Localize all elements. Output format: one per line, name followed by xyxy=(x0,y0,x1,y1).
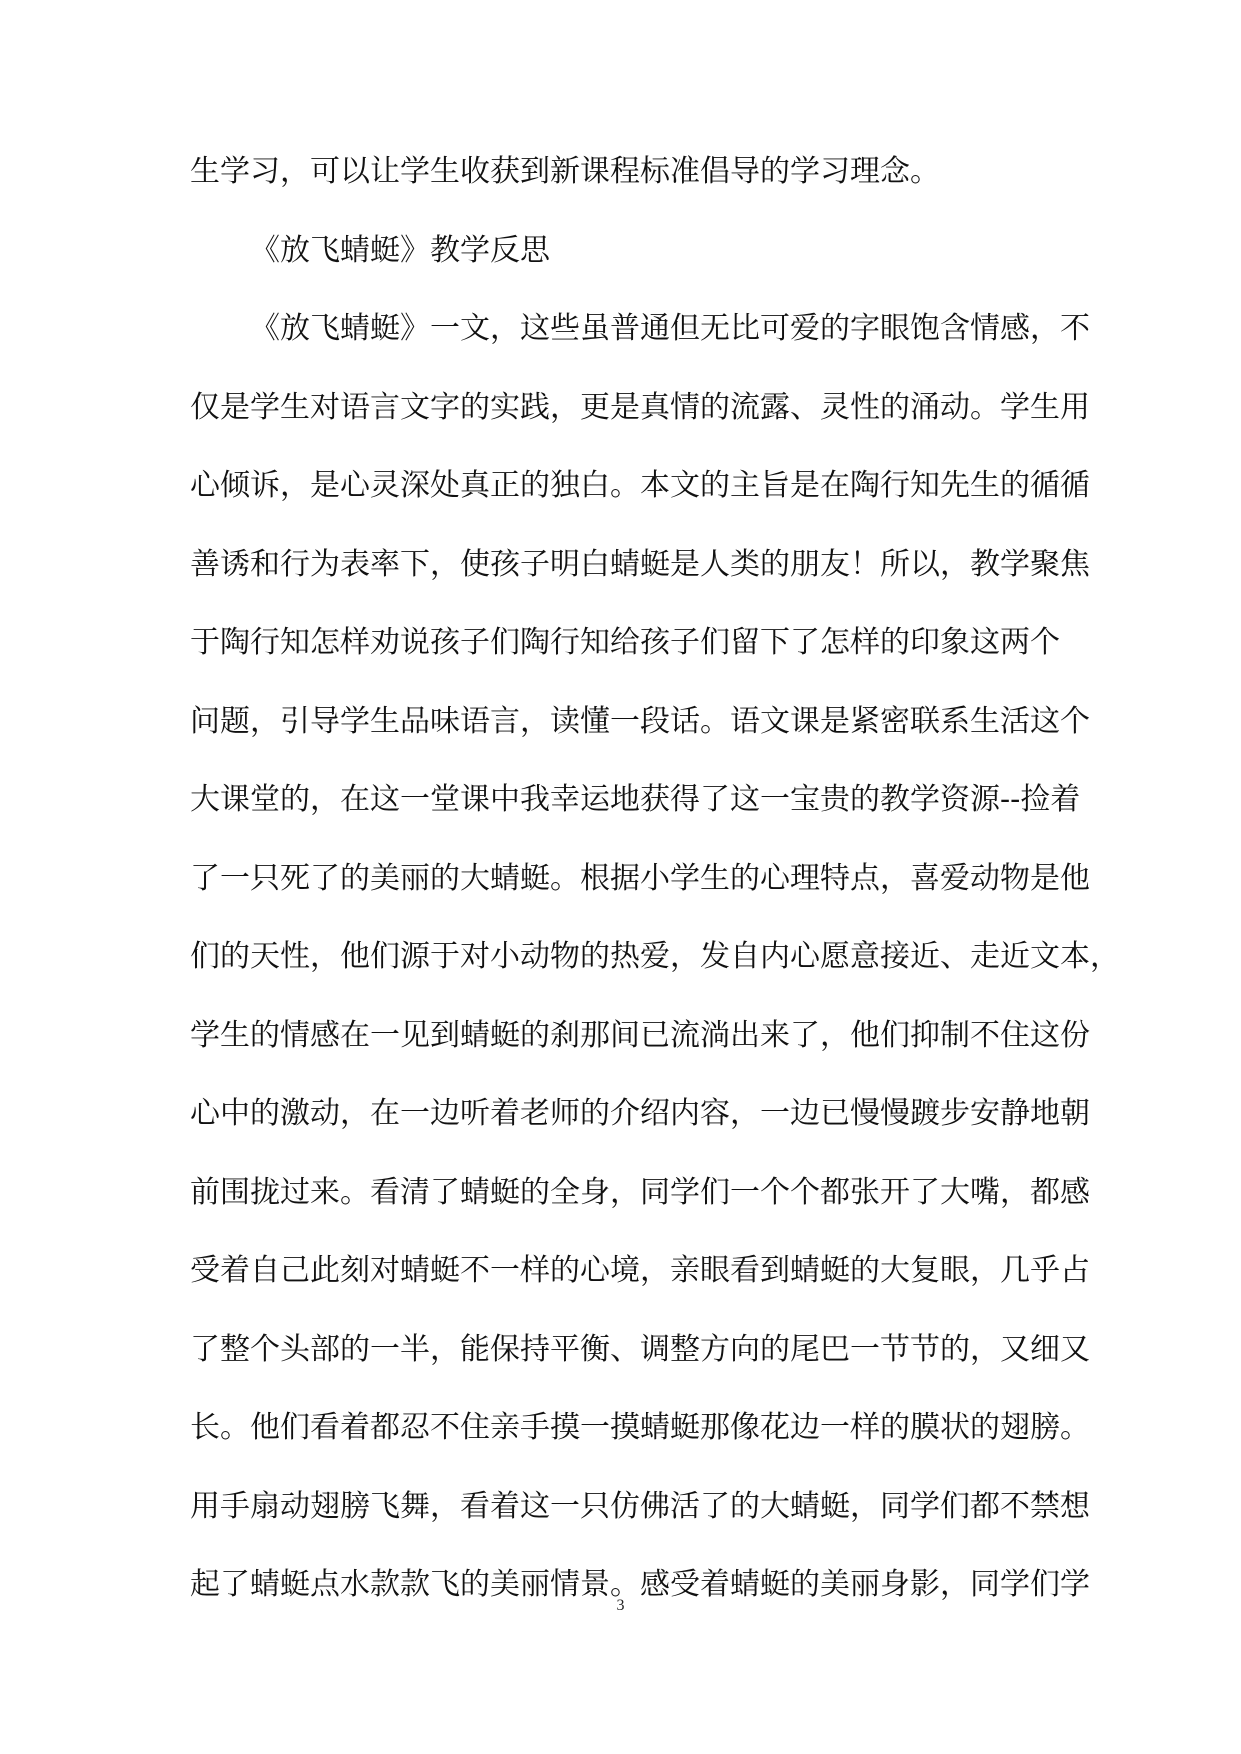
paragraph-line: 了整个头部的一半，能保持平衡、调整方向的尾巴一节节的，又细又 xyxy=(190,1332,1090,1367)
paragraph-line: 仅是学生对语言文字的实践，更是真情的流露、灵性的涌动。学生用 xyxy=(190,390,1090,425)
paragraph-line: 受着自己此刻对蜻蜓不一样的心境，亲眼看到蜻蜓的大复眼，几乎占 xyxy=(190,1253,1090,1288)
paragraph-line: 善诱和行为表率下，使孩子明白蜻蜓是人类的朋友！所以，教学聚焦 xyxy=(190,547,1090,582)
paragraph-line: 起了蜻蜓点水款款飞的美丽情景。感受着蜻蜓的美丽身影，同学们学 xyxy=(190,1567,1090,1602)
paragraph-line: 大课堂的，在这一堂课中我幸运地获得了这一宝贵的教学资源--捡着 xyxy=(190,782,1081,817)
paragraph-line: 了一只死了的美丽的大蜻蜓。根据小学生的心理特点，喜爱动物是他 xyxy=(190,861,1090,896)
paragraph-line: 于陶行知怎样劝说孩子们陶行知给孩子们留下了怎样的印象这两个 xyxy=(190,625,1060,660)
paragraph-line: 《放飞蜻蜓》一文，这些虽普通但无比可爱的字眼饱含情感，不 xyxy=(250,311,1090,346)
paragraph-line: 们的天性，他们源于对小动物的热爱，发自内心愿意接近、走近文本， xyxy=(190,939,1120,974)
paragraph-line: 问题，引导学生品味语言，读懂一段话。语文课是紧密联系生活这个 xyxy=(190,704,1090,739)
paragraph-line: 用手扇动翅膀飞舞，看着这一只仿佛活了的大蜻蜓，同学们都不禁想 xyxy=(190,1489,1090,1524)
paragraph-line: 生学习，可以让学生收获到新课程标准倡导的学习理念。 xyxy=(190,154,940,189)
paragraph-line: 心中的激动，在一边听着老师的介绍内容，一边已慢慢踱步安静地朝 xyxy=(190,1096,1090,1131)
paragraph-line: 心倾诉，是心灵深处真正的独白。本文的主旨是在陶行知先生的循循 xyxy=(190,468,1090,503)
paragraph-line: 前围拢过来。看清了蜻蜓的全身，同学们一个个都张开了大嘴，都感 xyxy=(190,1175,1090,1210)
paragraph-line: 学生的情感在一见到蜻蜓的刹那间已流淌出来了，他们抑制不住这份 xyxy=(190,1018,1090,1053)
section-title: 《放飞蜻蜓》教学反思 xyxy=(250,233,550,268)
page-number: 3 xyxy=(616,1597,625,1614)
paragraph-line: 长。他们看着都忍不住亲手摸一摸蜻蜓那像花边一样的膜状的翅膀。 xyxy=(190,1410,1090,1445)
